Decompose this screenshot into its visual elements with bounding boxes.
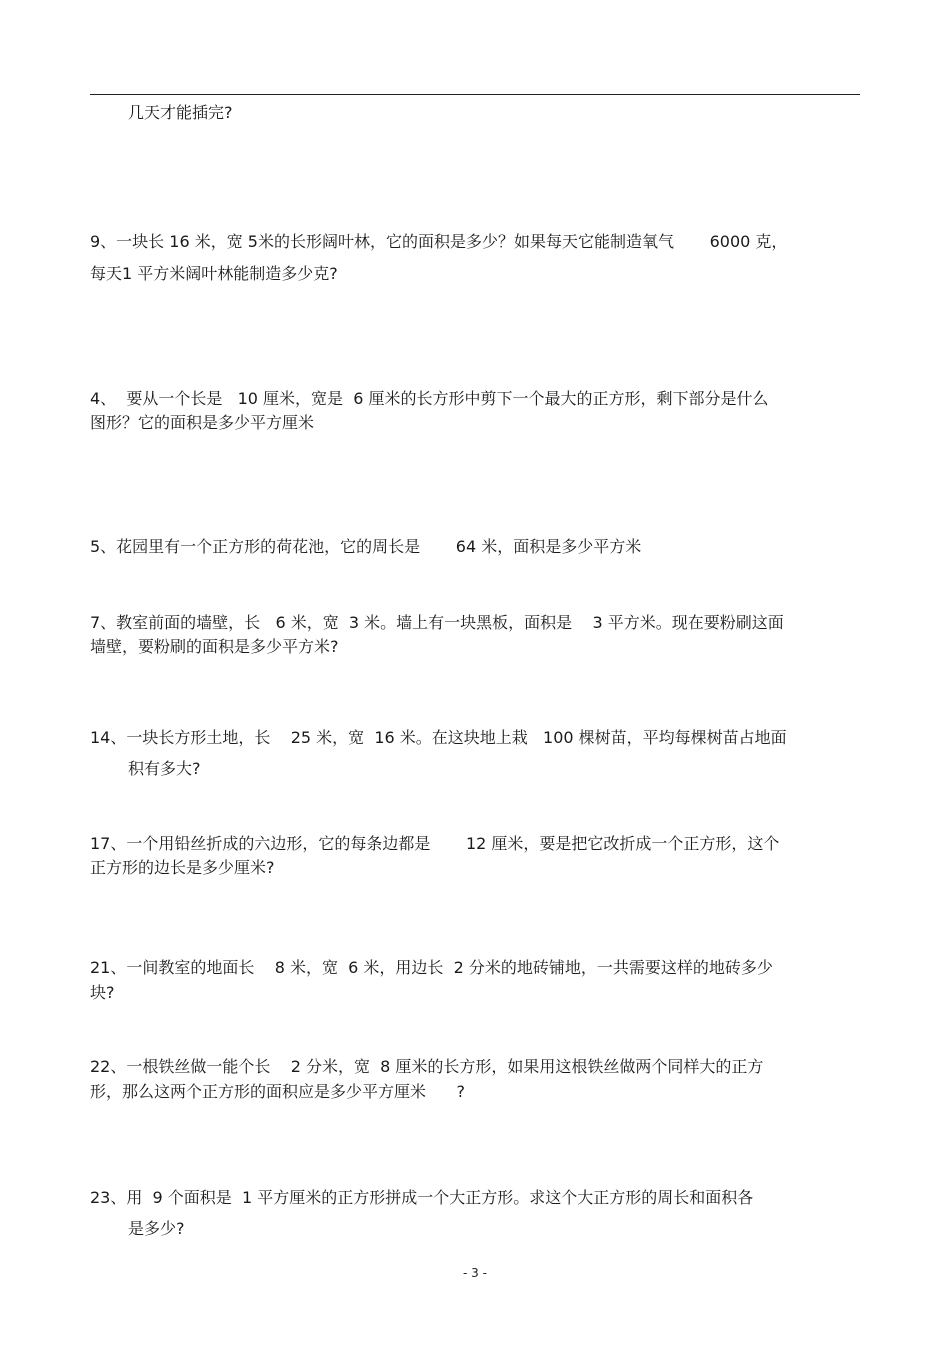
question-14-line-1: 14、一块长方形土地，长 25 米，宽 16 米。在这块地上栽 100 棵树苗，平均每棵树苗占地面	[90, 728, 787, 747]
question-22-line-2: 形，那么这两个正方形的面积应是多少平方厘米 ?	[90, 1082, 466, 1101]
question-21-line-1: 21、一间教室的地面长 8 米，宽 6 米，用边长 2 分米的地砖铺地，一共需要这样的地砖多少	[90, 958, 773, 977]
question-21-line-2: 块?	[90, 983, 115, 1002]
header-rule	[90, 94, 860, 95]
question-22-line-1: 22、一根铁丝做一能个长 2 分米，宽 8 厘米的长方形，如果用这根铁丝做两个同样大的正方	[90, 1057, 764, 1076]
question-9-line-2: 每天1 平方米阔叶林能制造多少克?	[90, 264, 338, 283]
continuation-line: 几天才能插完?	[128, 103, 233, 122]
question-5-line-1: 5、花园里有一个正方形的荷花池，它的周长是 64 米，面积是多少平方米	[90, 537, 642, 556]
question-17-line-2: 正方形的边长是多少厘米?	[90, 858, 275, 877]
page-number: - 3 -	[463, 1266, 487, 1280]
question-17-line-1: 17、一个用铅丝折成的六边形，它的每条边都是 12 厘米，要是把它改折成一个正方形，这个	[90, 834, 780, 853]
question-4-line-1: 4、 要从一个长是 10 厘米，宽是 6 厘米的长方形中剪下一个最大的正方形，剩下部分是什么	[90, 389, 769, 408]
question-23-line-2: 是多少?	[128, 1219, 185, 1238]
question-14-line-2: 积有多大?	[128, 759, 201, 778]
question-7-line-1: 7、教室前面的墙壁，长 6 米，宽 3 米。墙上有一块黑板，面积是 3 平方米。现在要粉刷这面	[90, 613, 784, 632]
question-9-line-1: 9、一块长 16 米，宽 5米的长形阔叶林，它的面积是多少？如果每天它能制造氧气 6000 克，	[90, 232, 788, 251]
question-7-line-2: 墙壁，要粉刷的面积是多少平方米?	[90, 637, 339, 656]
question-4-line-2: 图形？它的面积是多少平方厘米	[90, 413, 315, 432]
question-23-line-1: 23、用 9 个面积是 1 平方厘米的正方形拼成一个大正方形。求这个大正方形的周长和面积各	[90, 1188, 754, 1207]
